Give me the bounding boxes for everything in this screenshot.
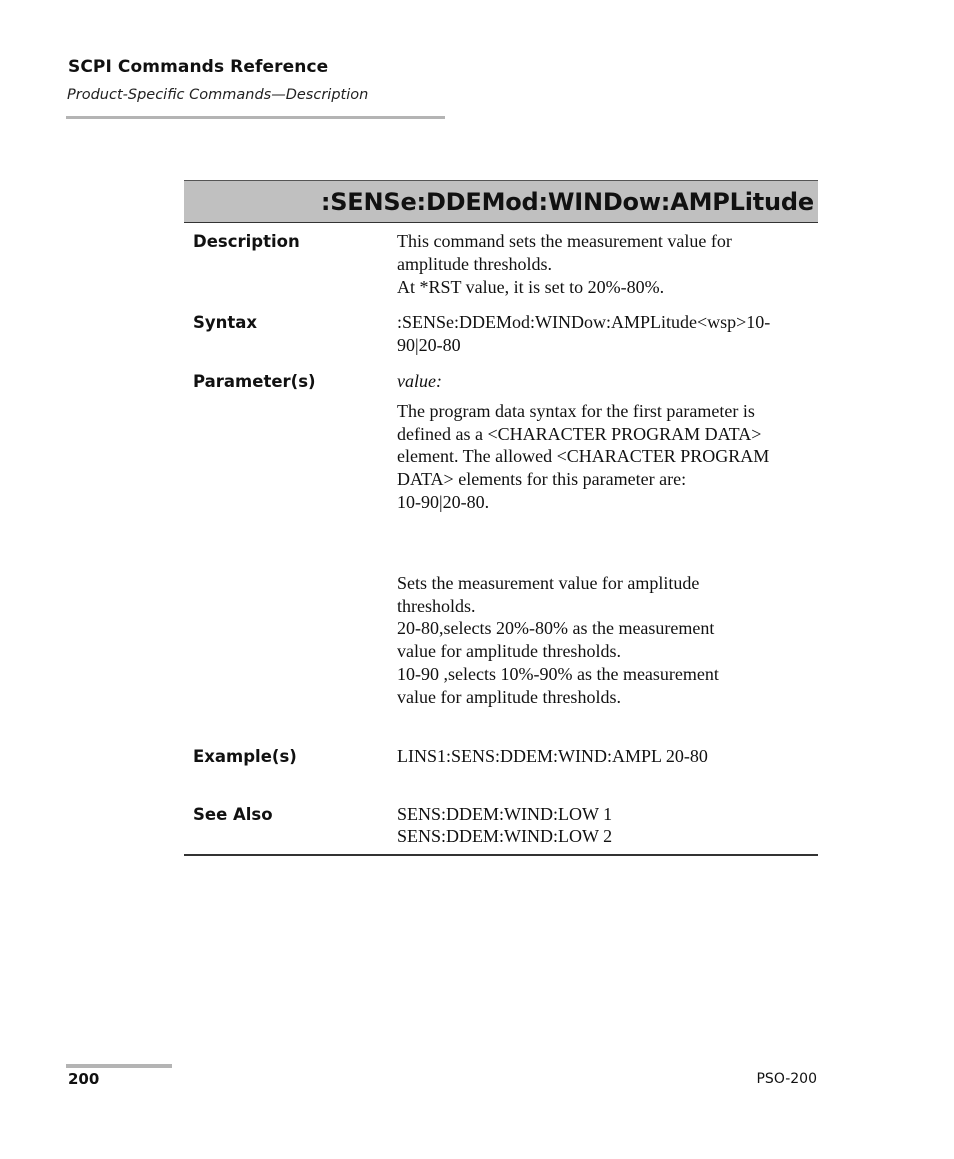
description-content bbox=[388, 230, 818, 298]
see-also-line: SENS:DDEM:WIND:LOW 2 bbox=[397, 826, 613, 847]
parameter-line: DATA> elements for this parameter are: bbox=[397, 469, 687, 490]
header-title: SCPI Commands Reference bbox=[68, 57, 329, 77]
see-also-line: SENS:DDEM:WIND:LOW 1 bbox=[397, 803, 613, 824]
syntax-line: 90|20-80 bbox=[397, 335, 461, 356]
example-line: LINS1:SENS:DDEM:WIND:AMPL 20-80 bbox=[397, 745, 708, 766]
see-also-row bbox=[184, 803, 818, 849]
parameter-line: The program data syntax for the first parameter is bbox=[397, 400, 755, 421]
parameter-line: value for amplitude thresholds. bbox=[397, 641, 621, 662]
parameter-line: defined as a <CHARACTER PROGRAM DATA> bbox=[397, 423, 762, 444]
parameter-line: 10-90 ,selects 10%-90% as the measurement bbox=[397, 663, 719, 684]
description-line: At *RST value, it is set to 20%-80%. bbox=[397, 276, 665, 297]
syntax-label: Syntax bbox=[193, 313, 258, 333]
description-line: amplitude thresholds. bbox=[397, 253, 552, 274]
command-table bbox=[184, 180, 818, 848]
see-also-label: See Also bbox=[193, 804, 273, 824]
table-bottom-divider bbox=[184, 854, 818, 856]
see-also-content bbox=[388, 803, 818, 849]
parameters-row bbox=[184, 370, 818, 709]
parameter-line: value for amplitude thresholds. bbox=[397, 686, 621, 707]
syntax-row bbox=[184, 311, 818, 357]
parameter-line: Sets the measurement value for amplitude bbox=[397, 572, 700, 593]
description-label: Description bbox=[193, 232, 300, 251]
page-number: 200 bbox=[68, 1070, 100, 1088]
parameter-line: element. The allowed <CHARACTER PROGRAM bbox=[397, 446, 770, 467]
parameter-name: value: bbox=[397, 370, 442, 391]
header-divider bbox=[66, 116, 445, 119]
description-line: This command sets the measurement value for bbox=[397, 231, 732, 251]
command-title-bar bbox=[184, 180, 818, 223]
examples-row bbox=[184, 745, 818, 768]
parameter-line: thresholds. bbox=[397, 595, 476, 616]
examples-label: Example(s) bbox=[193, 746, 297, 766]
examples-content bbox=[388, 745, 818, 768]
command-name: :SENSe:DDEMod:WINDow:AMPLitude bbox=[320, 187, 814, 216]
parameter-line: 10-90|20-80. bbox=[397, 491, 490, 512]
parameters-label: Parameter(s) bbox=[193, 371, 316, 391]
description-row bbox=[184, 230, 818, 298]
syntax-content bbox=[388, 311, 818, 357]
syntax-line: :SENSe:DDEMod:WINDow:AMPLitude<wsp>10- bbox=[397, 312, 771, 333]
product-name: PSO-200 bbox=[756, 1071, 817, 1087]
parameters-content bbox=[388, 370, 818, 709]
parameter-values-paragraph bbox=[397, 572, 818, 709]
footer-divider bbox=[66, 1064, 172, 1068]
parameter-syntax-paragraph bbox=[397, 400, 818, 514]
header-subtitle: Product-Specific Commands—Description bbox=[67, 87, 369, 103]
parameter-line: 20-80,selects 20%-80% as the measurement bbox=[397, 618, 715, 639]
